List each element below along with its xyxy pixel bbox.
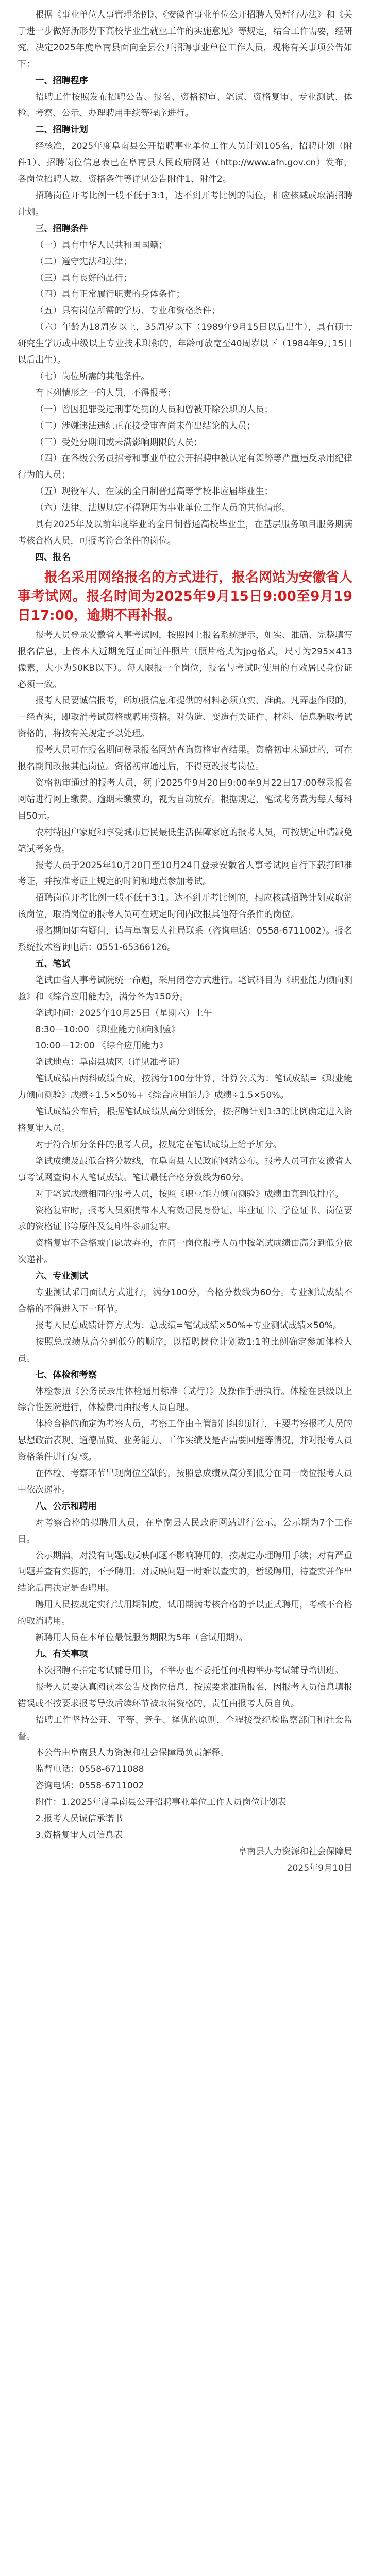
article-paragraph: （二）遵守宪法和法律； [35, 256, 132, 267]
section-heading: 四、报名 [35, 552, 71, 563]
article-paragraph: 资格初审通过的报考人员，须于2025年9月20日9:00至9月22日17:00登录报名网站进行网上缴费。逾期未缴费的，视为自动放弃。根据规定，笔试考务费为每人每科目50元。 [18, 777, 352, 821]
article-paragraph: 笔试成绩由两科成绩合成，按满分100分计算，计算公式为：笔试成绩=《职业能力倾向测验》成绩÷1.5×50%+《综合应用能力》成绩÷1.5×50%。 [18, 1074, 352, 1101]
article-paragraph: 体检参照《公务员录用体检通用标准（试行）》及操作手册执行。体检在县级以上综合性医院进行，体检费用由报考人员自理。 [18, 1386, 352, 1413]
article-paragraph: 笔试地点：阜南县城区（详见准考证） [35, 1057, 185, 1068]
article-paragraph: 新聘用人员在本单位最低服务期限为5年（含试用期）。 [35, 1633, 248, 1643]
article-paragraph: 笔试成绩及最低合格分数线，在阜南县人民政府网站公布。报考人员可在安徽省人事考试网查询本人笔试成绩。笔试最低合格分数线为60分。 [18, 1156, 352, 1183]
article-paragraph: 报考人员登录安徽省人事考试网，按照网上报名系统提示，如实、准确、完整填写报名信息，上传本人近期免冠正面证件照片（照片格式为jpg格式，尺寸为295×413像素，大小为50KB以下）。每人限报一个岗位，报名与考试时使用的有效居民身份证必须一致。 [18, 630, 352, 690]
article-paragraph: 10:00—12:00 《综合应用能力》 [35, 1041, 168, 1052]
article-paragraph: 监督电话：0558-6711088 [35, 1764, 144, 1775]
article-paragraph: 咨询电话：0558-6711002 [35, 1781, 144, 1791]
article-paragraph: 资格复审不合格或自愿放弃的，在同一岗位报考人员中按笔试成绩由高分到低分依次递补。 [18, 1238, 352, 1265]
article-paragraph: （四）在各级公务员招考和事业单位公开招聘中被认定有舞弊等严重违反录用纪律行为的人员； [18, 453, 352, 481]
article-paragraph: （三）受处分期间或未满影响期限的人员； [35, 437, 203, 448]
article-paragraph: 公示期满，对没有问题或反映问题不影响聘用的，按规定办理聘用手续；对有严重问题并查有实据的，不予聘用；对反映问题一时难以查实的，暂缓聘用，待查实并作出结论后再决定是否聘用。 [18, 1550, 352, 1594]
article-paragraph: 8:30—10:00 《职业能力倾向测验》 [35, 1024, 180, 1035]
article-paragraph: 招聘工作坚持公开、平等、竞争、择优的原则，全程接受纪检监察部门和社会监督。 [18, 1715, 352, 1742]
article-paragraph: 在体检、考察环节出现岗位空缺的，按照总成绩从高分到低分在同一岗位报考人员中依次递补。 [18, 1468, 352, 1495]
article-paragraph: 农村特困户家庭和享受城市居民最低生活保障家庭的报考人员，可按规定申请减免笔试考务费。 [18, 827, 352, 854]
article-paragraph: 专业测试采用面试方式进行，满分100分，合格分数线为60分。专业测试成绩不合格的不得进入下一环节。 [18, 1287, 352, 1314]
article-paragraph: 根据《事业单位人事管理条例》、《安徽省事业单位公开招聘人员暂行办法》和《关于进一步做好新形势下高校毕业生就业工作的实施意见》等规定，结合工作需要，经研究，决定2025年度阜南县面向全县公开招聘事业单位工作人员，现将有关事项公告如下： [18, 10, 352, 70]
section-heading: 五、笔试 [35, 958, 71, 969]
article-paragraph: 招聘岗位开考比例一般不低于3:1。达不到开考比例的，相应核减招聘计划或取消该岗位，取消岗位的报考人员可在规定时间内改报其他符合条件的岗位。 [18, 893, 352, 920]
article-paragraph: 笔试时间：2025年10月25日（星期六）上午 [35, 1008, 212, 1019]
article-paragraph: （一）曾因犯罪受过刑事处罚的人员和曾被开除公职的人员； [35, 404, 273, 415]
article-paragraph: 2.报考人员诚信承诺书 [35, 1814, 123, 1824]
article-body [18, 7, 352, 1877]
article-paragraph: 报考人员总成绩计算方式为：总成绩=笔试成绩×50%+专业测试成绩×50%。 [35, 1320, 342, 1331]
article-paragraph: 对于笔试成绩相同的报考人员，按照《职业能力倾向测验》成绩由高到低排序。 [35, 1189, 344, 1199]
article-paragraph: 对考察合格的拟聘用人员，在阜南县人民政府网站进行公示，公示期为7个工作日。 [18, 1517, 352, 1545]
highlight-notice: 报名采用网络报名的方式进行，报名网站为安徽省人事考试网。报名时间为2025年9月15日9:00至9月19日17:00，逾期不再补报。 [18, 569, 353, 623]
section-heading: 二、招聘计划 [35, 125, 88, 135]
article-paragraph: 3.资格复审人员信息表 [35, 1829, 123, 1840]
article-paragraph: 体检合格的确定为考察人员，考察工作由主管部门组织进行，主要考察报考人员的思想政治表现、道德品质、业务能力、工作实绩及是否需要回避等情况，并对报考人员资格条件进行复核。 [18, 1419, 352, 1463]
article-paragraph: 报名期间如有疑问，请与阜南县人社局联系（咨询电话：0558-6711002）。报名系统技术咨询电话：0551-65366126。 [18, 926, 352, 953]
signature-line: 2025年9月10日 [287, 1862, 352, 1873]
article-paragraph: 对于符合加分条件的报考人员，按规定在笔试成绩上给予加分。 [35, 1139, 282, 1150]
article-paragraph: （五）现役军人、在读的全日制普通高等学校非应届毕业生； [35, 486, 273, 497]
article-paragraph: （三）具有良好的品行； [35, 273, 132, 283]
section-heading: 九、有关事项 [35, 1649, 88, 1659]
article-paragraph: 本次招聘不指定考试辅导用书，不举办也不委托任何机构举办考试辅导培训班。 [35, 1665, 344, 1676]
article-paragraph: （二）涉嫌违法违纪正在接受审查尚未作出结论的人员； [35, 420, 256, 431]
section-heading: 八、公示和聘用 [35, 1501, 97, 1512]
section-heading: 六、专业测试 [35, 1271, 88, 1282]
article-paragraph: （五）具有岗位所需的学历、专业和资格条件； [35, 306, 221, 316]
article-paragraph: 笔试成绩公布后，根据笔试成绩从高分到低分，按招聘计划1:3的比例确定进入资格复审人员。 [18, 1107, 352, 1133]
article-paragraph: 报考人员要认真阅读本公告及岗位信息，按照要求准确报名，因报考人员信息填报错误或不按要求报考导致后续环节被取消资格的，责任由报考人员自负。 [18, 1682, 352, 1709]
article-paragraph: 本公告由阜南县人力资源和社会保障局负责解释。 [35, 1748, 229, 1758]
article-paragraph: 附件：1.2025年度阜南县公开招聘事业单位工作人员岗位计划表 [35, 1797, 287, 1808]
article-paragraph: 聘用人员按规定实行试用期制度，试用期满考核合格的予以正式聘用，考核不合格的取消聘用。 [18, 1600, 352, 1627]
article-paragraph: 笔试由省人事考试院统一命题，采用闭卷方式进行。笔试科目为《职业能力倾向测验》和《综合应用能力》，满分各为150分。 [18, 975, 352, 1002]
article-paragraph: （七）岗位所需的其他条件。 [35, 371, 150, 382]
section-heading: 七、体检和考察 [35, 1369, 97, 1380]
article-paragraph: 经核准，2025年度阜南县公开招聘事业单位工作人员计划105名，招聘计划（附件1）、招聘岗位信息表已在阜南县人民政府网站（http://www.afn.gov.cn）发布，各岗位招聘人数、资格条件等详见公告附件1、附件2。 [18, 141, 352, 185]
article-paragraph: 招聘工作按照发布招聘公告、报名、资格初审、笔试、资格复审、专业测试、体检、考察、公示、办理聘用手续等程序进行。 [18, 92, 352, 119]
section-heading: 一、招聘程序 [35, 75, 88, 86]
article-paragraph: 报考人员要诚信报考，所填报信息和提供的材料必须真实、准确。凡弄虚作假的，一经查实，即取消考试资格或聘用资格。对伪造、变造有关证件、材料、信息骗取考试资格的，将按有关规定予以处理。 [18, 696, 352, 739]
article-paragraph: （六）年龄为18周岁以上，35周岁以下（1989年9月15日以后出生），具有硕士研究生学历或中级以上专业技术职称的，年龄可放宽至40周岁以下（1984年9月15日以后出生）。 [18, 322, 352, 366]
article-paragraph: 按照总成绩从高分到低分的顺序，以招聘岗位计划数1:1的比例确定参加体检人员。 [18, 1336, 352, 1364]
article-paragraph: 招聘岗位开考比例一般不低于3:1，达不到开考比例的岗位，相应核减或取消招聘计划。 [18, 190, 352, 217]
article-paragraph: 报考人员可在报名期间登录报名网站查询资格审查结果。资格初审未通过的，可在报名期间改报其他岗位。资格初审通过后，不得更改报考岗位。 [18, 745, 352, 772]
article-paragraph: （六）法律、法规规定不得聘用为事业单位工作人员的其他情形。 [35, 503, 291, 514]
article-paragraph: 报考人员于2025年10月20日至10月24日登录安徽省人事考试网自行下载打印准考证，并按准考证上规定的时间和地点参加考试。 [18, 860, 352, 887]
article-paragraph: 有下列情形之一的人员，不得报考： [35, 387, 176, 398]
article-paragraph: （一）具有中华人民共和国国籍； [35, 240, 167, 250]
section-heading: 三、招聘条件 [35, 223, 88, 234]
article-paragraph: （四）具有正常履行职责的身体条件； [35, 289, 185, 300]
signature-line: 阜南县人力资源和社会保障局 [238, 1846, 352, 1857]
article-paragraph: 具有2025年及以前年度毕业的全日制普通高校毕业生，在基层服务项目服务期满考核合格人员，可报考符合条件的岗位。 [18, 519, 352, 546]
article-paragraph: 资格复审时，报考人员须携带本人有效居民身份证、毕业证书、学位证书、岗位要求的资格证书等原件及复印件参加复审。 [18, 1205, 352, 1232]
